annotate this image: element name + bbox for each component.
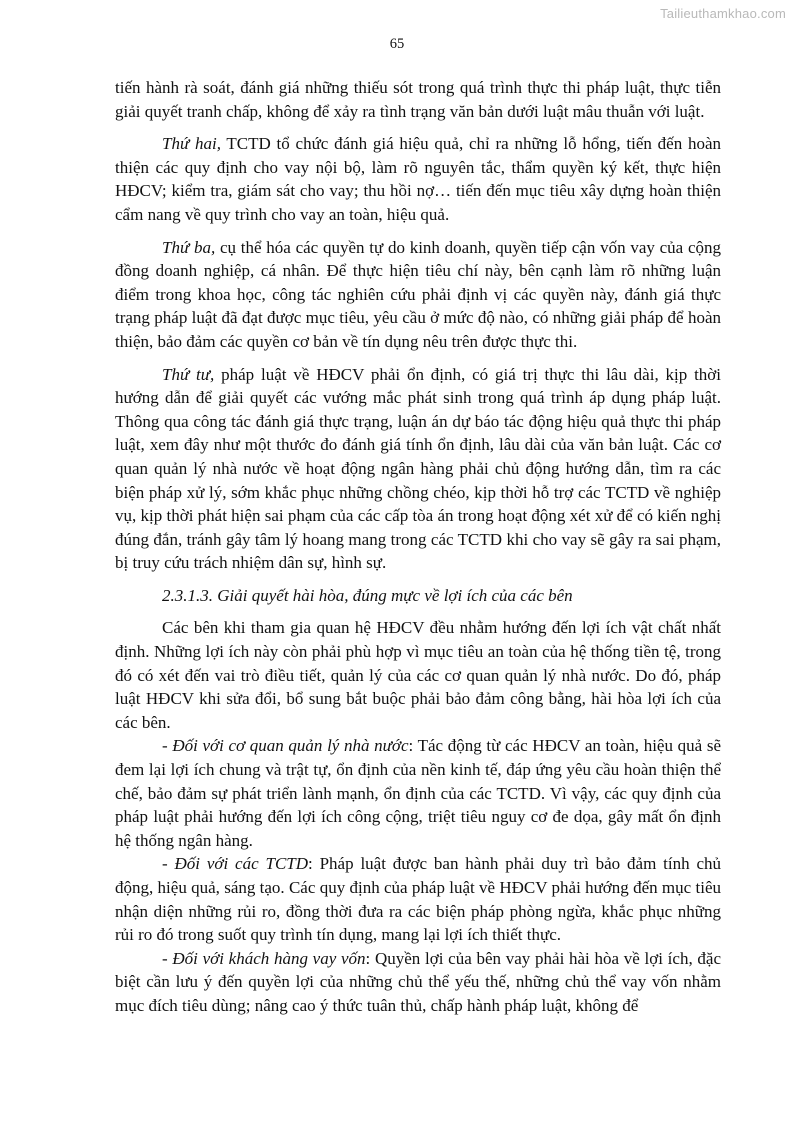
paragraph-lead: Thứ hai, xyxy=(162,134,221,154)
paragraph-lead: Thứ tư, xyxy=(162,364,215,384)
section-heading: 2.3.1.3. Giải quyết hài hòa, đúng mực về lợi ích của các bên xyxy=(162,585,573,605)
paragraph-text: pháp luật về HĐCV phải ổn định, có giá trị thực thi lâu dài, kịp thời hướng dẫn để giải quyết các vướng mắc phát sinh trong quá trình áp dụng pháp luật. Thông qua công tác đánh giá thực trạng, luận án dự báo tác động hiệu quả thực thi pháp luật, xem đây như một thước đo đánh giá tính ổn định, lâu dài của văn bản luật. Các cơ quan quản lý nhà nước về hoạt động ngân hàng phải chủ động hướng dẫn, tìm ra các biện pháp xử lý, sớm khắc phục những chồng chéo, kịp thời hỗ trợ các TCTD về nghiệp vụ, kịp thời phát hiện sai phạm của các cấp tòa án trong hoạt động xét xử để có kiến nghị đúng đắn, tránh gây tâm lý hoang mang trong các TCTD khi cho vay sẽ gây ra sai phạm, bị truy cứu trách nhiệm dân sự, hình sự. xyxy=(115,364,722,573)
watermark: Tailieuthamkhao.com xyxy=(660,6,786,21)
paragraph-lead: Thứ ba, xyxy=(162,237,216,257)
bullet-khach-hang xyxy=(115,947,721,1018)
paragraph-continuation: tiến hành rà soát, đánh giá những thiếu sót trong quá trình thực thi pháp luật, thực tiễn giải quyết tranh chấp, không để xảy ra tình trạng văn bản dưới luật mâu thuẫn với luật. xyxy=(115,78,721,121)
page-number: 65 xyxy=(389,36,405,52)
paragraph-text: TCTD tổ chức đánh giá hiệu quả, chỉ ra những lỗ hổng, tiến đến hoàn thiện các quy định cho vay nội bộ, làm rõ nguyên tắc, thẩm quyền ký kết, thực hiện HĐCV; kiểm tra, giám sát cho vay; thu hồi nợ… tiến đến mục tiêu xây dựng hoàn thiện cẩm nang về quy trình cho vay an toàn, hiệu quả. xyxy=(115,134,722,224)
bullet-lead: - Đối với các TCTD xyxy=(162,854,309,874)
bullet-tctd xyxy=(115,852,721,946)
bullet-text: : Tác động từ các HĐCV an toàn, hiệu quả sẽ đem lại lợi ích chung và trật tự, ổn định của nền kinh tế, đáp ứng yêu cầu hoàn thiện thể chế, bảo đảm sự phát triển lành mạnh, ổn định của các TCTD. Vì vậy, các quy định của pháp luật phải hướng đến lợi ích công cộng, triệt tiêu nguy cơ đe dọa, gây mất ổn định hệ thống ngân hàng. xyxy=(115,736,721,850)
bullet-text: : Quyền lợi của bên vay phải hài hòa về lợi ích, đặc biệt cần lưu ý đến quyền lợi của những chủ thể yếu thế, những chủ thể vay vốn nhằm mục đích tiêu dùng; nâng cao ý thức tuân thủ, chấp hành pháp luật, không để xyxy=(115,948,721,1015)
document-body xyxy=(115,76,721,1018)
paragraph-thu-tu xyxy=(115,363,721,575)
bullet-text: : Pháp luật được ban hành phải duy trì bảo đảm tính chủ động, hiệu quả, sáng tạo. Các quy định của pháp luật về HĐCV phải hướng đến mục tiêu nhận diện những rủi ro, đồng thời đưa ra các biện pháp phòng ngừa, khắc phục những rủi ro đó trong suốt quy trình tín dụng, mang lại lợi ích thiết thực. xyxy=(115,854,721,945)
bullet-co-quan-quan-ly xyxy=(115,734,721,852)
paragraph-thu-ba xyxy=(115,236,721,354)
paragraph-intro: Các bên khi tham gia quan hệ HĐCV đều nhằm hướng đến lợi ích vật chất nhất định. Những lợi ích này còn phải phù hợp vì mục tiêu an toàn của hệ thống tiền tệ, trong đó có xét đến vai trò điều tiết, quản lý của các cơ quan quản lý nhà nước. Do đó, pháp luật HĐCV khi sửa đổi, bổ sung bắt buộc phải bảo đảm công bằng, hài hòa lợi ích của các bên. xyxy=(115,618,721,732)
paragraph-thu-hai xyxy=(115,132,721,226)
paragraph-text: cụ thể hóa các quyền tự do kinh doanh, quyền tiếp cận vốn vay của cộng đồng doanh nghiệp, cá nhân. Để thực hiện tiêu chí này, bên cạnh làm rõ những luận điểm trong khoa học, công tác nghiên cứu phải định vị các quyền này, đánh giá thực trạng pháp luật đã đạt được mục tiêu, yêu cầu ở mức độ nào, có những giải pháp để hoàn thiện, bảo đảm các quyền cơ bản về tín dụng nêu trên được thực thi. xyxy=(115,237,721,351)
bullet-lead: - Đối với khách hàng vay vốn xyxy=(162,948,366,968)
bullet-lead: - Đối với cơ quan quản lý nhà nước xyxy=(162,736,409,756)
